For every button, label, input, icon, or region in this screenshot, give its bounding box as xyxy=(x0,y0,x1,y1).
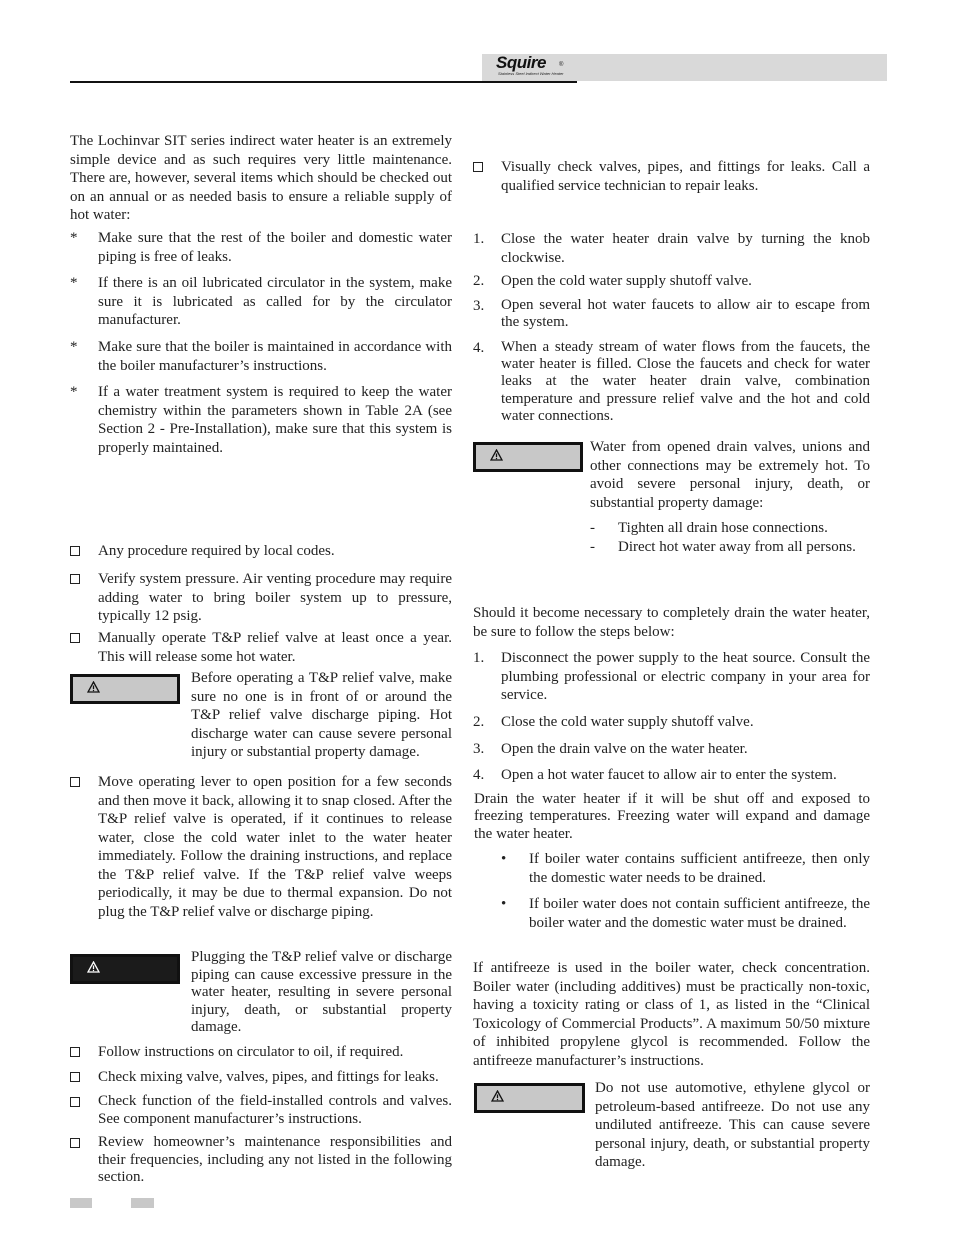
checklist-item-text: Check function of the field-installed controls and valves. See component manufacturer’s instructions. xyxy=(98,1093,452,1127)
asterisk-marker: * xyxy=(70,275,78,291)
checkbox-icon xyxy=(70,570,80,591)
asterisk-marker: * xyxy=(70,384,78,400)
checkbox-icon xyxy=(70,1093,80,1114)
checklist-item-text: Any procedure required by local codes. xyxy=(98,543,335,559)
logo-tagline: Stainless Steel Indirect Water Heater xyxy=(498,71,564,76)
antifreeze-paragraph: If antifreeze is used in the boiler water, check concentration. Boiler water (including additives) must be practically non-toxic, having a toxicity rating or class of 1, as listed in the “Clinical Toxicology of Commercial Products”. A maximum 50/50 mixture of inhibited propylene glycol is recommended. Follow the antifreeze manufacturer’s instructions. xyxy=(473,960,870,1069)
checkbox-icon xyxy=(70,629,80,650)
checkbox-icon xyxy=(70,1134,80,1155)
checklist-item-text: Review homeowner’s maintenance responsibilities and their frequencies, including any not listed in the following section. xyxy=(98,1134,452,1185)
bullet-marker: • xyxy=(501,896,507,912)
checkbox-icon xyxy=(70,1068,80,1089)
checklist-item-text: Move operating lever to open position for a few seconds and then move it back, allowing it to snap closed. After the T&P relief valve is operated, if it continues to release water, close the cold water inlet to the water heater immediately. Follow the draining instructions, and replace the T&P relief valve. If the T&P relief valve weeps periodically, it may be due to thermal expansion. Do not plug the T&P relief valve or discharge piping. xyxy=(98,774,452,920)
warning-label-box xyxy=(70,954,180,984)
step-number: 1. xyxy=(473,231,485,247)
warning-triangle-icon xyxy=(87,680,100,699)
checklist-item-text: Manually operate T&P relief valve at least once a year. This will release some hot water. xyxy=(98,630,452,665)
list-item-text: If there is an oil lubricated circulator in the system, make sure it is lubricated as called for by the circulator manufacturer. xyxy=(98,275,452,328)
step-text: Open several hot water faucets to allow air to escape from the system. xyxy=(501,297,870,330)
step-number: 2. xyxy=(473,714,485,730)
warning-label-box xyxy=(473,442,583,472)
warning-text: Before operating a T&P relief valve, make sure no one is in front of or around the T&P relief valve discharge piping. Hot discharge water can cause severe personal injury or substantial property damage. xyxy=(191,670,452,760)
intro-paragraph: The Lochinvar SIT series indirect water heater is an extremely simple device and as such requires very little maintenance. There are, however, several items which should be checked out on an annual or as needed basis to ensure a reliable supply of hot water: xyxy=(70,133,452,223)
checkbox-icon xyxy=(473,158,483,179)
step-text: Open the cold water supply shutoff valve. xyxy=(501,273,752,289)
step-text: When a steady stream of water flows from the faucets, the water heater is filled. Close the faucets and check for water leaks at the water heater drain valve, combination temperature and pressure relief valve and the hot and cold water connections. xyxy=(501,339,870,424)
dash-marker: - xyxy=(590,520,595,536)
step-number: 3. xyxy=(473,298,485,314)
drain-intro: Should it become necessary to completely drain the water heater, be sure to follow the steps below: xyxy=(473,605,870,640)
checkbox-icon xyxy=(70,1043,80,1064)
freeze-paragraph: Drain the water heater if it will be shut off and exposed to freezing temperatures. Freezing water will expand and damage the water heater. xyxy=(474,791,870,842)
step-number: 4. xyxy=(473,340,485,356)
checkbox-icon xyxy=(70,773,80,794)
step-text: Disconnect the power supply to the heat source. Consult the plumbing professional or electric company in your area for service. xyxy=(501,650,870,703)
list-item-text: Tighten all drain hose connections. xyxy=(618,520,828,536)
checklist-item-text: Verify system pressure. Air venting procedure may require adding water to bring boiler system up to pressure, typically 12 psig. xyxy=(98,571,452,624)
step-number: 4. xyxy=(473,767,485,783)
list-item-text: If a water treatment system is required to keep the water chemistry within the parameters shown in Table 2A (see Section 2 - Pre-Installation), make sure that this system is properly maintained. xyxy=(98,384,452,456)
dash-marker: - xyxy=(590,539,595,555)
step-text: Close the water heater drain valve by turning the knob clockwise. xyxy=(501,231,870,266)
list-item-text: Make sure that the rest of the boiler and domestic water piping is free of leaks. xyxy=(98,230,452,265)
footer-page-tab xyxy=(70,1198,92,1208)
warning-text: Water from opened drain valves, unions and other connections may be extremely hot. To avoid severe personal injury, death, or substantial property damage: xyxy=(590,439,870,511)
warning-triangle-icon xyxy=(491,1089,504,1108)
list-item-text: Make sure that the boiler is maintained in accordance with the boiler manufacturer’s instructions. xyxy=(98,339,452,374)
step-text: Open the drain valve on the water heater. xyxy=(501,741,748,757)
header-rule xyxy=(70,81,577,83)
warning-text: Do not use automotive, ethylene glycol or petroleum-based antifreeze. Do not use any undiluted antifreeze. This can cause severe personal injury, death, or substantial property damage. xyxy=(595,1080,870,1170)
checklist-item-text: Follow instructions on circulator to oil, if required. xyxy=(98,1044,404,1060)
warning-label-box xyxy=(474,1083,585,1113)
warning-label-box xyxy=(70,674,180,704)
step-number: 1. xyxy=(473,650,485,666)
checklist-item-text: Visually check valves, pipes, and fittings for leaks. Call a qualified service technician to repair leaks. xyxy=(501,159,870,194)
list-item-text: If boiler water contains sufficient antifreeze, then only the domestic water needs to be drained. xyxy=(529,851,870,886)
bullet-marker: • xyxy=(501,851,507,867)
step-text: Close the cold water supply shutoff valve. xyxy=(501,714,754,730)
warning-triangle-icon xyxy=(490,448,503,467)
step-number: 3. xyxy=(473,741,485,757)
list-item-text: If boiler water does not contain sufficient antifreeze, the boiler water and the domestic water must be drained. xyxy=(529,896,870,931)
squire-logo xyxy=(496,55,576,79)
checklist-item-text: Check mixing valve, valves, pipes, and fittings for leaks. xyxy=(98,1069,439,1085)
asterisk-marker: * xyxy=(70,339,78,355)
logo-trademark: ® xyxy=(559,62,564,68)
warning-triangle-icon xyxy=(87,960,100,979)
footer-page-tab xyxy=(131,1198,154,1208)
step-number: 2. xyxy=(473,273,485,289)
checkbox-icon xyxy=(70,542,80,563)
warning-text: Plugging the T&P relief valve or discharge piping can cause excessive pressure in the water heater, resulting in severe personal injury, death, or substantial property damage. xyxy=(191,949,452,1035)
asterisk-marker: * xyxy=(70,230,78,246)
list-item-text: Direct hot water away from all persons. xyxy=(618,539,856,555)
step-text: Open a hot water faucet to allow air to enter the system. xyxy=(501,767,837,783)
logo-word: Squire xyxy=(496,53,546,72)
